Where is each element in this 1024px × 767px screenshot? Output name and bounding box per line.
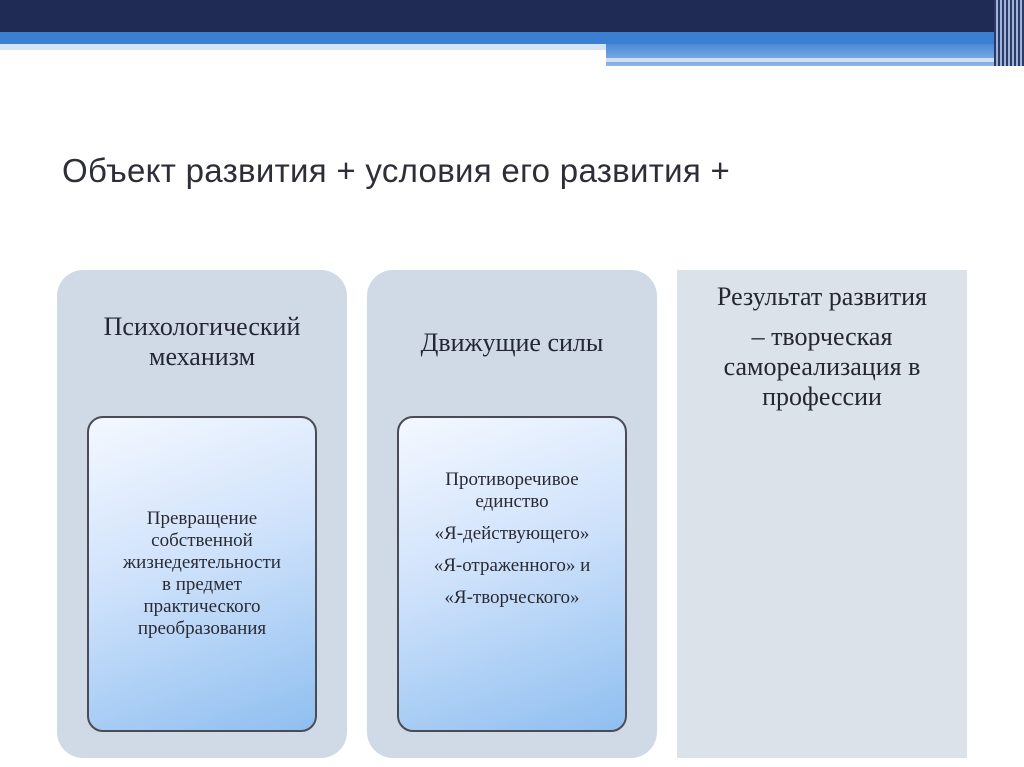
inner-box-line: «Я-отраженного» и [433, 555, 591, 576]
inner-box-line: единство [475, 491, 549, 512]
panel-heading [57, 312, 347, 372]
inner-box-line: в предмет [161, 574, 242, 595]
panel-heading-line: механизм [148, 342, 256, 371]
inner-box-text [113, 508, 291, 640]
inner-box-gap [434, 577, 591, 587]
top-decor-stripe-light [0, 44, 606, 50]
panel-heading-line: Психологический [103, 312, 301, 341]
panel-heading-line: Движущие силы [420, 328, 604, 357]
inner-box-line: жизнедеятельности [123, 552, 281, 573]
panel-heading-line: Результат развития [716, 282, 928, 311]
inner-box [397, 416, 627, 732]
panel-subtext-line: самореализация в [723, 352, 921, 381]
inner-box-gap [434, 513, 591, 523]
panel-heading [367, 328, 657, 358]
inner-box-line: практического [143, 596, 261, 617]
panel-subtext [677, 322, 967, 412]
inner-box-line: собственной [151, 530, 253, 551]
top-decor-bar [0, 0, 1024, 32]
inner-box-line: «Я-творческого» [444, 587, 580, 608]
inner-box-line: преобразования [137, 618, 267, 639]
inner-box-line: Противоречивое [445, 469, 579, 490]
top-decor-stripe [0, 32, 1000, 44]
inner-box-gap [434, 545, 591, 555]
inner-box [87, 416, 317, 732]
panel-heading [677, 282, 967, 312]
slide-title: Объект развития + условия его развития + [62, 152, 731, 189]
top-decor-stripe-right [606, 44, 1000, 66]
panel-development-result [677, 270, 967, 758]
inner-box-line: Превращение [146, 508, 258, 529]
top-decor-vertical-lines [994, 0, 1024, 66]
inner-box-line: «Я-действующего» [434, 523, 590, 544]
panel-driving-forces [367, 270, 657, 758]
panel-subtext-line: профессии [762, 382, 882, 411]
panel-psychological-mechanism [57, 270, 347, 758]
inner-box-text [424, 469, 601, 609]
panel-subtext-line: – творческая [751, 322, 893, 351]
